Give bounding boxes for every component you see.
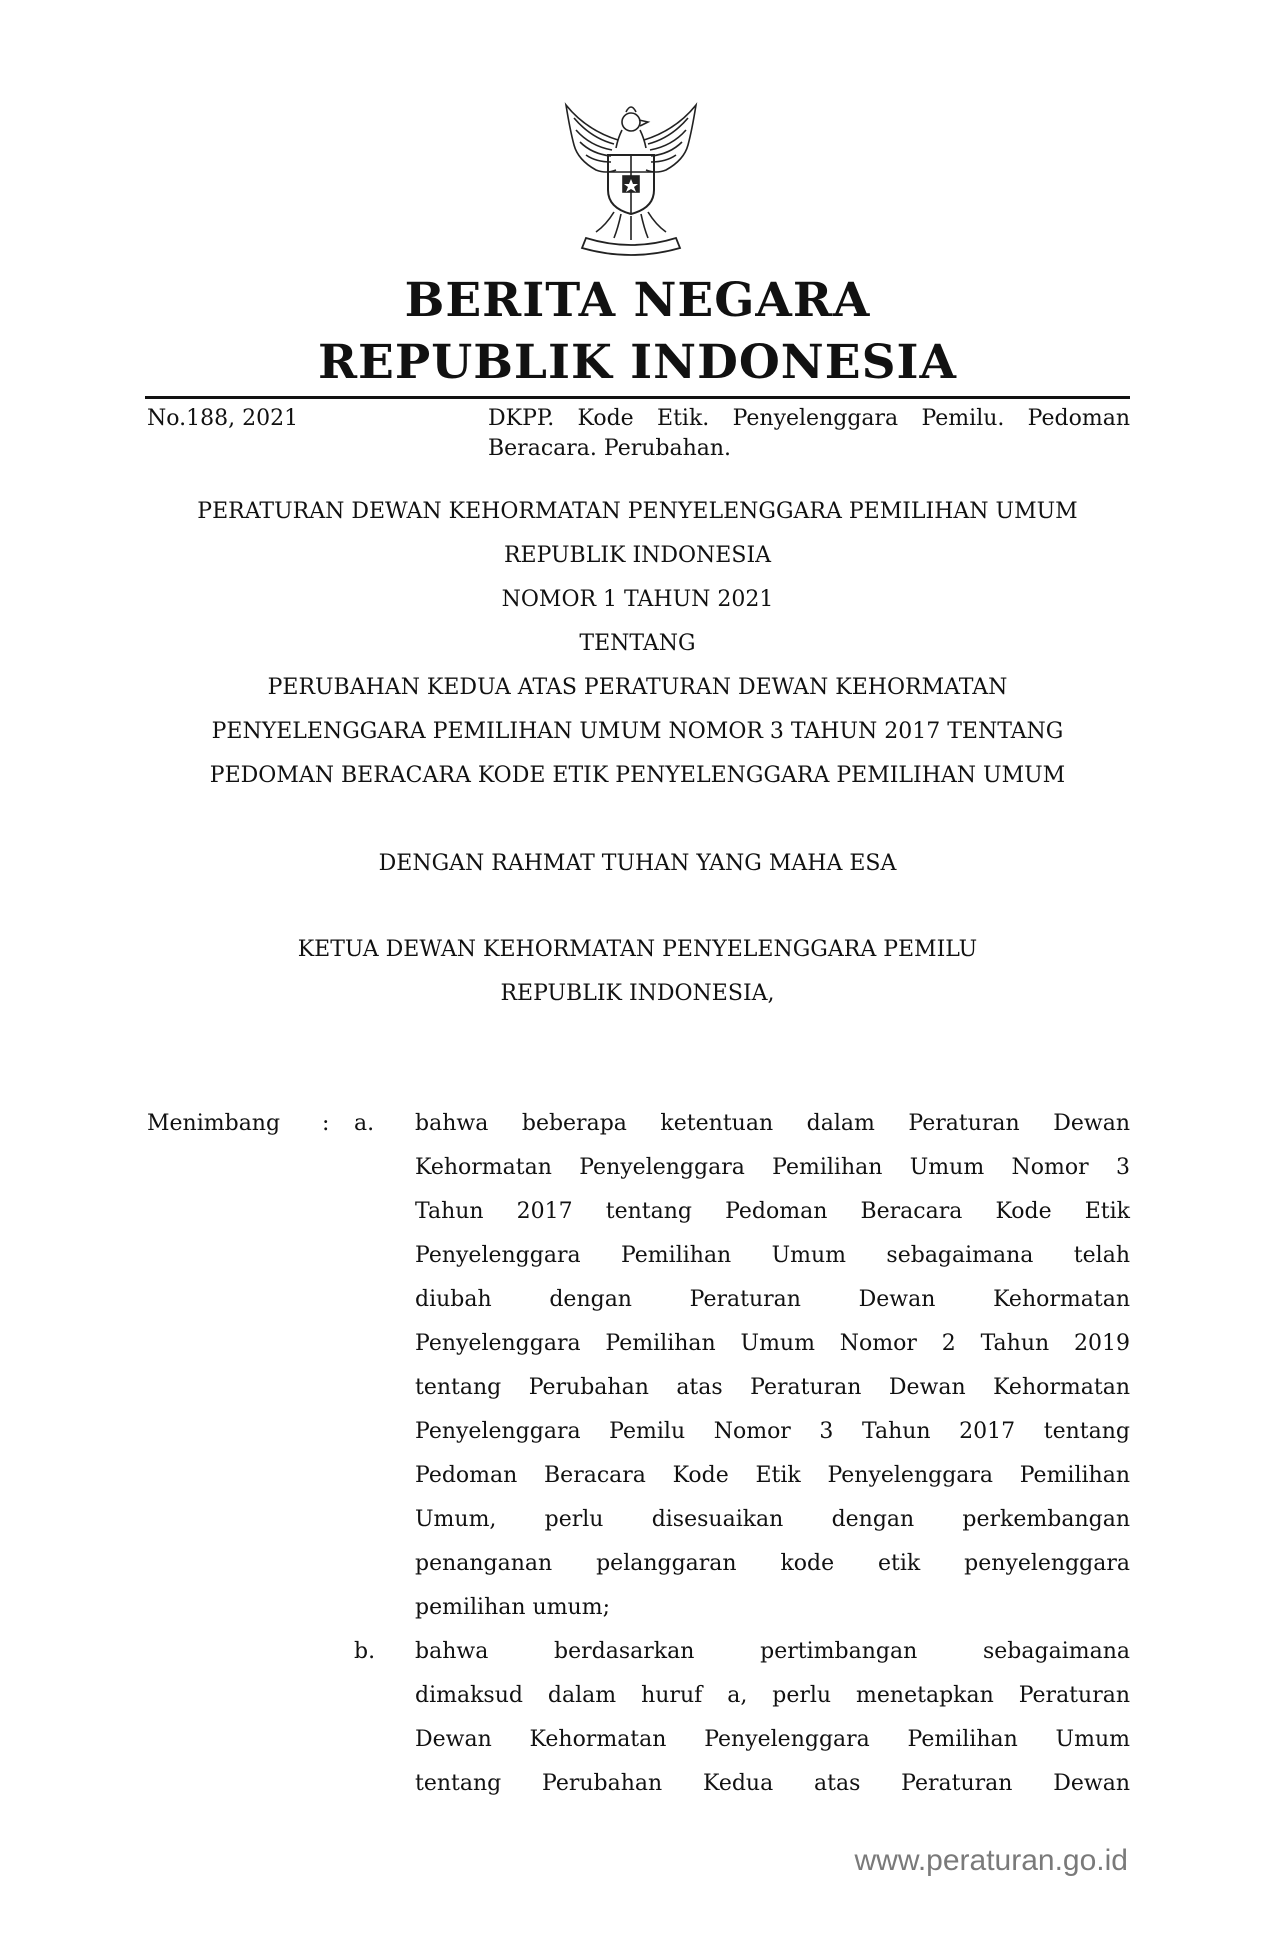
menimbang-item-b [415,1630,1130,1806]
masthead-subtitle: REPUBLIK INDONESIA [317,335,957,390]
item-line: Penyelenggara Pemilu Nomor 3 Tahun 2017 tentang [415,1419,1130,1444]
title-line: PEDOMAN BERACARA KODE ETIK PENYELENGGARA PEMILIHAN UMUM [209,763,1066,788]
gazette-number: No.188, 2021 [147,406,299,431]
issuer-line: KETUA DEWAN KEHORMATAN PENYELENGGARA PEMILU [297,937,978,962]
garuda-emblem-icon [556,100,706,260]
item-line: tentang Perubahan atas Peraturan Dewan Kehormatan [415,1375,1130,1400]
masthead-rule [145,396,1130,399]
item-line: Tahun 2017 tentang Pedoman Beracara Kode Etik [415,1199,1130,1224]
menimbang-item-a [415,1102,1130,1630]
item-line: pemilihan umum; [415,1595,610,1620]
item-letter: a. [354,1111,375,1136]
item-line: Dewan Kehormatan Penyelenggara Pemilihan Umum [415,1727,1130,1752]
item-line: tentang Perubahan Kedua atas Peraturan Dewan [415,1771,1130,1796]
menimbang-colon: : [322,1111,330,1136]
title-line: PERUBAHAN KEDUA ATAS PERATURAN DEWAN KEHORMATAN [267,675,1008,700]
item-line: bahwa beberapa ketentuan dalam Peraturan Dewan [415,1111,1130,1136]
title-line: NOMOR 1 TAHUN 2021 [501,587,774,612]
masthead [145,270,1130,394]
item-line: diubah dengan Peraturan Dewan Kehormatan [415,1287,1130,1312]
item-line: bahwa berdasarkan pertimbangan sebagaimana [415,1639,1130,1664]
regulation-title [145,490,1130,798]
item-line: Pedoman Beracara Kode Etik Penyelenggara Pemilihan [415,1463,1130,1488]
title-line: TENTANG [579,631,696,656]
gazette-description [488,404,1130,464]
gazette-description-line: DKPP. Kode Etik. Penyelenggara Pemilu. Pedoman [488,406,1130,431]
item-line: Penyelenggara Pemilihan Umum sebagaimana telah [415,1243,1130,1268]
footer-website: www.peraturan.go.id [854,1844,1128,1877]
issuer-line: REPUBLIK INDONESIA, [500,981,775,1006]
item-line: dimaksud dalam huruf a, perlu menetapkan Peraturan [415,1683,1130,1708]
title-line: REPUBLIK INDONESIA [503,543,772,568]
issuer-block [145,928,1130,1016]
item-line: Penyelenggara Pemilihan Umum Nomor 2 Tahun 2019 [415,1331,1130,1356]
item-letter: b. [354,1639,376,1664]
menimbang-label: Menimbang [147,1111,281,1136]
title-line: PERATURAN DEWAN KEHORMATAN PENYELENGGARA PEMILIHAN UMUM [197,499,1078,524]
item-line: Kehormatan Penyelenggara Pemilihan Umum Nomor 3 [415,1155,1130,1180]
title-line: PENYELENGGARA PEMILIHAN UMUM NOMOR 3 TAHUN 2017 TENTANG [211,719,1064,744]
gazette-description-line: Beracara. Perubahan. [488,436,732,461]
grace-statement: DENGAN RAHMAT TUHAN YANG MAHA ESA [378,851,897,876]
item-line: penanganan pelanggaran kode etik penyelenggara [415,1551,1130,1576]
item-line: Umum, perlu disesuaikan dengan perkembangan [415,1507,1130,1532]
masthead-title: BERITA NEGARA [404,273,871,328]
